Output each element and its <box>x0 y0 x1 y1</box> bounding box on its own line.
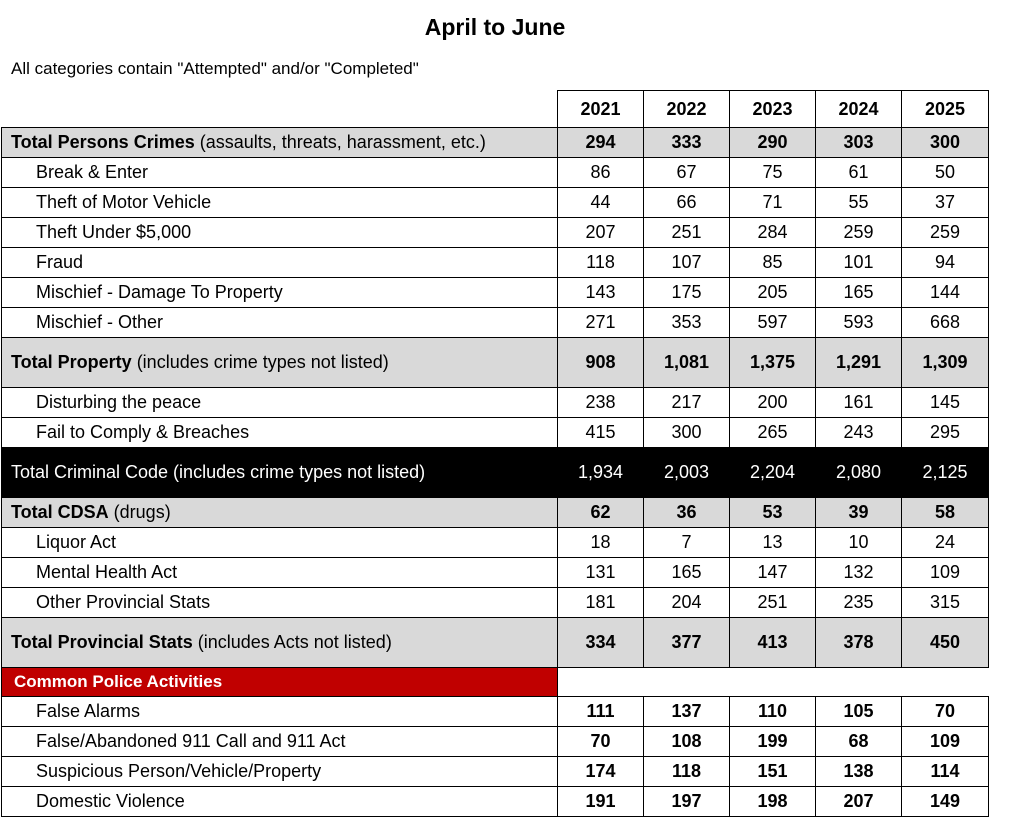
value-cell: 197 <box>644 787 730 817</box>
row-label: False Alarms <box>2 697 558 727</box>
row-label <box>2 498 558 528</box>
section-header-common-police-activities: Common Police Activities <box>2 668 558 697</box>
year-header: 2022 <box>644 91 730 128</box>
value-cell: 259 <box>816 218 902 248</box>
value-cell: 315 <box>902 588 989 618</box>
row-label: Mischief - Damage To Property <box>2 278 558 308</box>
value-cell: 86 <box>558 158 644 188</box>
value-cell: 303 <box>816 128 902 158</box>
value-cell: 668 <box>902 308 989 338</box>
value-cell: 101 <box>816 248 902 278</box>
value-cell: 334 <box>558 618 644 668</box>
row-label: Fraud <box>2 248 558 278</box>
value-cell: 181 <box>558 588 644 618</box>
row-label: Other Provincial Stats <box>2 588 558 618</box>
value-cell: 2,204 <box>730 448 816 498</box>
value-cell: 908 <box>558 338 644 388</box>
value-cell: 13 <box>730 528 816 558</box>
value-cell: 67 <box>644 158 730 188</box>
value-cell: 251 <box>644 218 730 248</box>
row-label: Theft of Motor Vehicle <box>2 188 558 218</box>
table-row <box>2 218 989 248</box>
row-label-note: (drugs) <box>108 502 171 522</box>
value-cell: 204 <box>644 588 730 618</box>
value-cell: 131 <box>558 558 644 588</box>
value-cell: 71 <box>730 188 816 218</box>
value-cell: 300 <box>902 128 989 158</box>
table-row-total-criminal-code <box>2 448 989 498</box>
row-label: Theft Under $5,000 <box>2 218 558 248</box>
table-row <box>2 188 989 218</box>
value-cell: 450 <box>902 618 989 668</box>
value-cell: 378 <box>816 618 902 668</box>
value-cell: 118 <box>558 248 644 278</box>
report-subtitle: All categories contain "Attempted" and/or "Completed" <box>11 59 419 78</box>
value-cell: 243 <box>816 418 902 448</box>
table-row <box>2 278 989 308</box>
year-header: 2025 <box>902 91 989 128</box>
value-cell: 1,934 <box>558 448 644 498</box>
value-cell: 110 <box>730 697 816 727</box>
value-cell: 24 <box>902 528 989 558</box>
value-cell: 597 <box>730 308 816 338</box>
value-cell: 415 <box>558 418 644 448</box>
row-label-note: (includes Acts not listed) <box>192 632 392 652</box>
table-row <box>2 388 989 418</box>
value-cell: 161 <box>816 388 902 418</box>
value-cell: 174 <box>558 757 644 787</box>
value-cell: 191 <box>558 787 644 817</box>
value-cell: 413 <box>730 618 816 668</box>
row-label: Break & Enter <box>2 158 558 188</box>
crime-stats-table <box>1 90 989 817</box>
row-label: Domestic Violence <box>2 787 558 817</box>
value-cell: 1,081 <box>644 338 730 388</box>
value-cell: 94 <box>902 248 989 278</box>
section-header-spacer <box>558 668 989 697</box>
value-cell: 70 <box>902 697 989 727</box>
value-cell: 10 <box>816 528 902 558</box>
table-row-total-cdsa <box>2 498 989 528</box>
value-cell: 137 <box>644 697 730 727</box>
row-label-bold: Total CDSA <box>11 502 109 522</box>
value-cell: 165 <box>644 558 730 588</box>
table-row <box>2 528 989 558</box>
value-cell: 2,003 <box>644 448 730 498</box>
year-header: 2021 <box>558 91 644 128</box>
row-label-note: (assaults, threats, harassment, etc.) <box>194 132 486 152</box>
row-label: Mental Health Act <box>2 558 558 588</box>
value-cell: 144 <box>902 278 989 308</box>
value-cell: 251 <box>730 588 816 618</box>
value-cell: 109 <box>902 558 989 588</box>
value-cell: 300 <box>644 418 730 448</box>
value-cell: 1,309 <box>902 338 989 388</box>
value-cell: 39 <box>816 498 902 528</box>
value-cell: 198 <box>730 787 816 817</box>
row-label-bold: Total Property <box>11 352 132 372</box>
value-cell: 165 <box>816 278 902 308</box>
value-cell: 66 <box>644 188 730 218</box>
value-cell: 53 <box>730 498 816 528</box>
value-cell: 353 <box>644 308 730 338</box>
row-label: Total Criminal Code (includes crime types not listed) <box>2 448 558 498</box>
row-label: False/Abandoned 911 Call and 911 Act <box>2 727 558 757</box>
header-blank-cell <box>2 91 558 128</box>
table-row-total-persons-crimes <box>2 128 989 158</box>
table-row-total-provincial-stats <box>2 618 989 668</box>
table-row <box>2 697 989 727</box>
value-cell: 105 <box>816 697 902 727</box>
value-cell: 18 <box>558 528 644 558</box>
value-cell: 55 <box>816 188 902 218</box>
value-cell: 108 <box>644 727 730 757</box>
value-cell: 75 <box>730 158 816 188</box>
row-label: Liquor Act <box>2 528 558 558</box>
value-cell: 109 <box>902 727 989 757</box>
value-cell: 111 <box>558 697 644 727</box>
row-label <box>2 128 558 158</box>
value-cell: 61 <box>816 158 902 188</box>
value-cell: 70 <box>558 727 644 757</box>
value-cell: 145 <box>902 388 989 418</box>
value-cell: 68 <box>816 727 902 757</box>
row-label: Suspicious Person/Vehicle/Property <box>2 757 558 787</box>
table-row-total-property <box>2 338 989 388</box>
value-cell: 593 <box>816 308 902 338</box>
value-cell: 175 <box>644 278 730 308</box>
value-cell: 36 <box>644 498 730 528</box>
year-header: 2023 <box>730 91 816 128</box>
value-cell: 138 <box>816 757 902 787</box>
value-cell: 85 <box>730 248 816 278</box>
table-row <box>2 588 989 618</box>
year-header: 2024 <box>816 91 902 128</box>
value-cell: 200 <box>730 388 816 418</box>
value-cell: 132 <box>816 558 902 588</box>
value-cell: 284 <box>730 218 816 248</box>
table-row <box>2 308 989 338</box>
value-cell: 44 <box>558 188 644 218</box>
value-cell: 58 <box>902 498 989 528</box>
row-label <box>2 618 558 668</box>
value-cell: 50 <box>902 158 989 188</box>
row-label: Mischief - Other <box>2 308 558 338</box>
value-cell: 37 <box>902 188 989 218</box>
value-cell: 295 <box>902 418 989 448</box>
row-label-note: (includes crime types not listed) <box>131 352 389 372</box>
value-cell: 207 <box>816 787 902 817</box>
value-cell: 271 <box>558 308 644 338</box>
value-cell: 151 <box>730 757 816 787</box>
value-cell: 235 <box>816 588 902 618</box>
value-cell: 143 <box>558 278 644 308</box>
report-title: April to June <box>424 14 566 40</box>
value-cell: 290 <box>730 128 816 158</box>
value-cell: 199 <box>730 727 816 757</box>
value-cell: 7 <box>644 528 730 558</box>
value-cell: 118 <box>644 757 730 787</box>
value-cell: 2,125 <box>902 448 989 498</box>
value-cell: 259 <box>902 218 989 248</box>
value-cell: 265 <box>730 418 816 448</box>
value-cell: 238 <box>558 388 644 418</box>
row-label-bold: Total Persons Crimes <box>11 132 195 152</box>
row-label <box>2 338 558 388</box>
section-header-row <box>2 668 989 697</box>
value-cell: 114 <box>902 757 989 787</box>
table-row <box>2 418 989 448</box>
value-cell: 294 <box>558 128 644 158</box>
value-cell: 1,375 <box>730 338 816 388</box>
value-cell: 149 <box>902 787 989 817</box>
value-cell: 207 <box>558 218 644 248</box>
table-row <box>2 727 989 757</box>
row-label: Disturbing the peace <box>2 388 558 418</box>
table-row <box>2 248 989 278</box>
value-cell: 217 <box>644 388 730 418</box>
value-cell: 107 <box>644 248 730 278</box>
value-cell: 62 <box>558 498 644 528</box>
row-label-bold: Total Provincial Stats <box>11 632 193 652</box>
row-label: Fail to Comply & Breaches <box>2 418 558 448</box>
value-cell: 2,080 <box>816 448 902 498</box>
value-cell: 205 <box>730 278 816 308</box>
value-cell: 377 <box>644 618 730 668</box>
value-cell: 1,291 <box>816 338 902 388</box>
table-row <box>2 757 989 787</box>
table-row <box>2 158 989 188</box>
table-row <box>2 558 989 588</box>
year-header-row <box>2 91 989 128</box>
value-cell: 333 <box>644 128 730 158</box>
table-row <box>2 787 989 817</box>
value-cell: 147 <box>730 558 816 588</box>
